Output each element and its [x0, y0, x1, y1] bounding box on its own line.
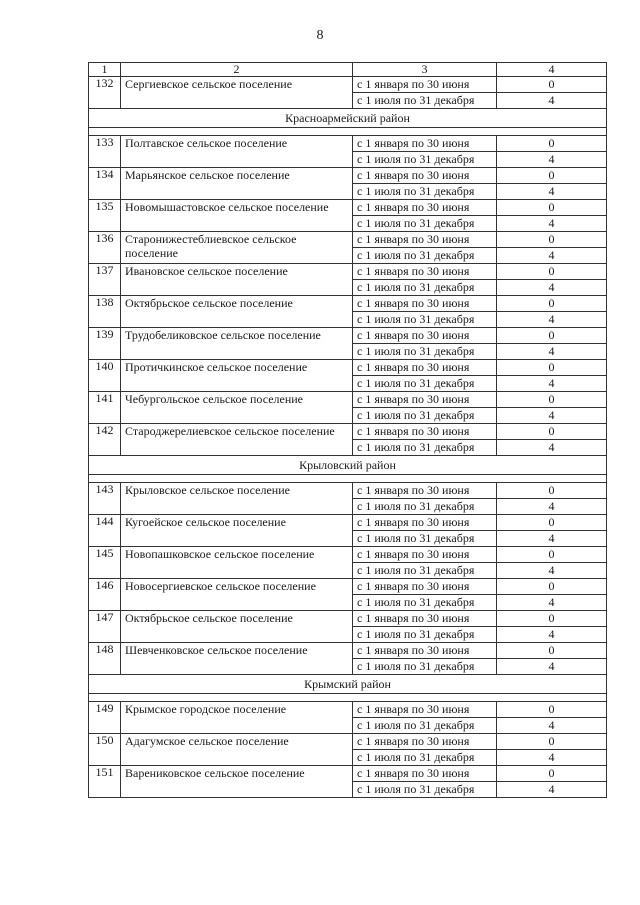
- settlement-name: Ивановское сельское поселение: [121, 264, 353, 296]
- settlements-table: [88, 62, 607, 798]
- value-second-half: 4: [497, 563, 607, 579]
- table-row: [89, 702, 607, 718]
- settlement-name: Кугоейское сельское поселение: [121, 515, 353, 547]
- value-first-half: 0: [497, 360, 607, 376]
- value-second-half: 4: [497, 376, 607, 392]
- period-first-half: с 1 января по 30 июня: [353, 200, 497, 216]
- settlement-name: Октябрьское сельское поселение: [121, 296, 353, 328]
- value-first-half: 0: [497, 515, 607, 531]
- row-number: 151: [89, 766, 121, 798]
- row-number: 140: [89, 360, 121, 392]
- row-number: 138: [89, 296, 121, 328]
- settlement-name: Варениковское сельское поселение: [121, 766, 353, 798]
- settlement-name: Сергиевское сельское поселение: [121, 77, 353, 109]
- period-first-half: с 1 января по 30 июня: [353, 168, 497, 184]
- period-first-half: с 1 января по 30 июня: [353, 515, 497, 531]
- value-second-half: 4: [497, 659, 607, 675]
- district-name: Красноармейский район: [89, 109, 607, 128]
- table-row: [89, 424, 607, 440]
- table-row: [89, 611, 607, 627]
- period-first-half: с 1 января по 30 июня: [353, 424, 497, 440]
- period-second-half: с 1 июля по 31 декабря: [353, 280, 497, 296]
- district-spacer-row: [89, 128, 607, 136]
- table-row: [89, 77, 607, 93]
- row-number: 134: [89, 168, 121, 200]
- period-first-half: с 1 января по 30 июня: [353, 136, 497, 152]
- table-row: [89, 392, 607, 408]
- period-second-half: с 1 июля по 31 декабря: [353, 408, 497, 424]
- table-row: [89, 483, 607, 499]
- spacer-cell: [89, 694, 607, 702]
- table-row: [89, 264, 607, 280]
- header-col-1: 1: [89, 63, 121, 77]
- value-second-half: 4: [497, 312, 607, 328]
- header-col-2: 2: [121, 63, 353, 77]
- value-second-half: 4: [497, 499, 607, 515]
- value-second-half: 4: [497, 184, 607, 200]
- header-col-3: 3: [353, 63, 497, 77]
- value-second-half: 4: [497, 531, 607, 547]
- value-first-half: 0: [497, 232, 607, 248]
- value-first-half: 0: [497, 168, 607, 184]
- settlement-name: Староджерелиевское сельское поселение: [121, 424, 353, 456]
- value-second-half: 4: [497, 627, 607, 643]
- value-second-half: 4: [497, 344, 607, 360]
- period-second-half: с 1 июля по 31 декабря: [353, 627, 497, 643]
- row-number: 139: [89, 328, 121, 360]
- table-row: [89, 579, 607, 595]
- settlement-name: Чебургольское сельское поселение: [121, 392, 353, 424]
- value-first-half: 0: [497, 136, 607, 152]
- settlement-name: Шевченковское сельское поселение: [121, 643, 353, 675]
- row-number: 136: [89, 232, 121, 264]
- settlement-name: Адагумское сельское поселение: [121, 734, 353, 766]
- header-col-4: 4: [497, 63, 607, 77]
- settlement-name: Протичкинское сельское поселение: [121, 360, 353, 392]
- row-number: 137: [89, 264, 121, 296]
- period-second-half: с 1 июля по 31 декабря: [353, 595, 497, 611]
- district-header-row: [89, 109, 607, 128]
- row-number: 143: [89, 483, 121, 515]
- period-first-half: с 1 января по 30 июня: [353, 360, 497, 376]
- settlements-table-body: [89, 63, 607, 798]
- period-first-half: с 1 января по 30 июня: [353, 611, 497, 627]
- period-first-half: с 1 января по 30 июня: [353, 547, 497, 563]
- period-first-half: с 1 января по 30 июня: [353, 392, 497, 408]
- period-first-half: с 1 января по 30 июня: [353, 296, 497, 312]
- district-header-row: [89, 675, 607, 694]
- spacer-cell: [89, 128, 607, 136]
- spacer-cell: [89, 475, 607, 483]
- settlement-name: Новомышастовское сельское поселение: [121, 200, 353, 232]
- table-row: [89, 232, 607, 248]
- value-first-half: 0: [497, 424, 607, 440]
- value-second-half: 4: [497, 595, 607, 611]
- table-header-row: [89, 63, 607, 77]
- value-second-half: 4: [497, 718, 607, 734]
- row-number: 132: [89, 77, 121, 109]
- district-header-row: [89, 456, 607, 475]
- value-first-half: 0: [497, 734, 607, 750]
- settlement-name: Старонижестеблиевское сельское поселение: [121, 232, 353, 264]
- value-first-half: 0: [497, 77, 607, 93]
- value-first-half: 0: [497, 264, 607, 280]
- settlement-name: Крыловское сельское поселение: [121, 483, 353, 515]
- value-first-half: 0: [497, 579, 607, 595]
- period-first-half: с 1 января по 30 июня: [353, 643, 497, 659]
- district-name: Крымский район: [89, 675, 607, 694]
- district-spacer-row: [89, 694, 607, 702]
- table-row: [89, 766, 607, 782]
- value-first-half: 0: [497, 643, 607, 659]
- period-second-half: с 1 июля по 31 декабря: [353, 440, 497, 456]
- settlement-name: Новосергиевское сельское поселение: [121, 579, 353, 611]
- period-first-half: с 1 января по 30 июня: [353, 232, 497, 248]
- value-first-half: 0: [497, 611, 607, 627]
- period-second-half: с 1 июля по 31 декабря: [353, 344, 497, 360]
- period-second-half: с 1 июля по 31 декабря: [353, 184, 497, 200]
- district-name: Крыловский район: [89, 456, 607, 475]
- period-first-half: с 1 января по 30 июня: [353, 734, 497, 750]
- table-row: [89, 515, 607, 531]
- value-second-half: 4: [497, 440, 607, 456]
- row-number: 146: [89, 579, 121, 611]
- period-second-half: с 1 июля по 31 декабря: [353, 216, 497, 232]
- row-number: 144: [89, 515, 121, 547]
- value-first-half: 0: [497, 200, 607, 216]
- value-second-half: 4: [497, 750, 607, 766]
- period-second-half: с 1 июля по 31 декабря: [353, 563, 497, 579]
- period-second-half: с 1 июля по 31 декабря: [353, 750, 497, 766]
- period-first-half: с 1 января по 30 июня: [353, 579, 497, 595]
- row-number: 149: [89, 702, 121, 734]
- table-row: [89, 328, 607, 344]
- row-number: 142: [89, 424, 121, 456]
- value-second-half: 4: [497, 782, 607, 798]
- period-second-half: с 1 июля по 31 декабря: [353, 782, 497, 798]
- period-first-half: с 1 января по 30 июня: [353, 766, 497, 782]
- table-row: [89, 200, 607, 216]
- table-row: [89, 136, 607, 152]
- period-second-half: с 1 июля по 31 декабря: [353, 152, 497, 168]
- row-number: 133: [89, 136, 121, 168]
- period-second-half: с 1 июля по 31 декабря: [353, 248, 497, 264]
- value-second-half: 4: [497, 216, 607, 232]
- value-first-half: 0: [497, 483, 607, 499]
- value-first-half: 0: [497, 766, 607, 782]
- value-second-half: 4: [497, 248, 607, 264]
- period-second-half: с 1 июля по 31 декабря: [353, 312, 497, 328]
- period-first-half: с 1 января по 30 июня: [353, 264, 497, 280]
- settlement-name: Октябрьское сельское поселение: [121, 611, 353, 643]
- table-row: [89, 734, 607, 750]
- row-number: 135: [89, 200, 121, 232]
- period-second-half: с 1 июля по 31 декабря: [353, 499, 497, 515]
- table-row: [89, 360, 607, 376]
- value-first-half: 0: [497, 328, 607, 344]
- settlement-name: Марьянское сельское поселение: [121, 168, 353, 200]
- period-second-half: с 1 июля по 31 декабря: [353, 659, 497, 675]
- settlement-name: Полтавское сельское поселение: [121, 136, 353, 168]
- page-number: 8: [316, 28, 324, 43]
- settlement-name: Трудобеликовское сельское поселение: [121, 328, 353, 360]
- settlement-name: Крымское городское поселение: [121, 702, 353, 734]
- value-second-half: 4: [497, 93, 607, 109]
- period-first-half: с 1 января по 30 июня: [353, 328, 497, 344]
- row-number: 150: [89, 734, 121, 766]
- period-first-half: с 1 января по 30 июня: [353, 483, 497, 499]
- value-second-half: 4: [497, 152, 607, 168]
- period-second-half: с 1 июля по 31 декабря: [353, 531, 497, 547]
- row-number: 148: [89, 643, 121, 675]
- settlement-name: Новопашковское сельское поселение: [121, 547, 353, 579]
- row-number: 145: [89, 547, 121, 579]
- table-row: [89, 547, 607, 563]
- value-first-half: 0: [497, 702, 607, 718]
- value-first-half: 0: [497, 547, 607, 563]
- district-spacer-row: [89, 475, 607, 483]
- table-row: [89, 643, 607, 659]
- table-row: [89, 296, 607, 312]
- period-first-half: с 1 января по 30 июня: [353, 77, 497, 93]
- period-second-half: с 1 июля по 31 декабря: [353, 376, 497, 392]
- value-first-half: 0: [497, 296, 607, 312]
- period-second-half: с 1 июля по 31 декабря: [353, 93, 497, 109]
- value-second-half: 4: [497, 280, 607, 296]
- value-first-half: 0: [497, 392, 607, 408]
- table-row: [89, 168, 607, 184]
- period-first-half: с 1 января по 30 июня: [353, 702, 497, 718]
- row-number: 141: [89, 392, 121, 424]
- row-number: 147: [89, 611, 121, 643]
- period-second-half: с 1 июля по 31 декабря: [353, 718, 497, 734]
- value-second-half: 4: [497, 408, 607, 424]
